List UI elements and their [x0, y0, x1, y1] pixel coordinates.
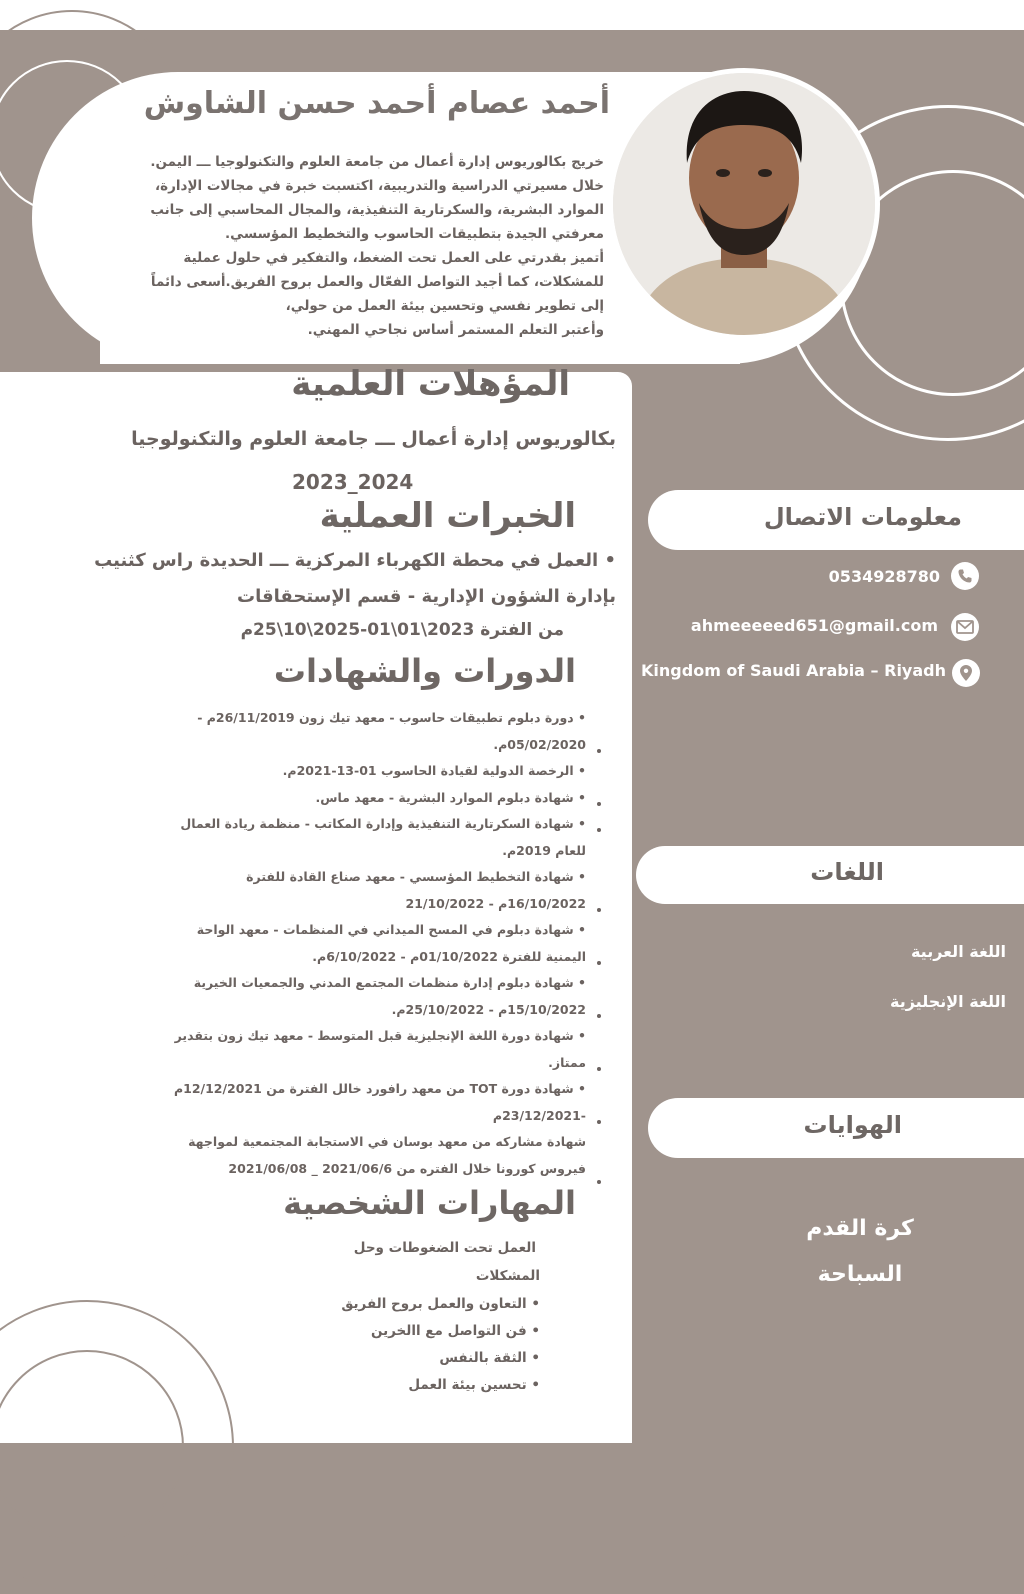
person-avatar-icon — [613, 73, 875, 335]
experience-title: الخبرات العملية — [319, 496, 576, 536]
contact-email[interactable]: ahmeeeeed651@gmail.com — [690, 616, 938, 635]
contact-phone[interactable]: 0534928780 — [828, 567, 940, 586]
bio-line: للمشكلات، كما أجيد التواصل الفعّال والعمل بروح الفريق.أسعى دائماً — [150, 274, 604, 290]
experience-line-2: بإدارة الشؤون الإدارية - قسم الإستحقاقات — [237, 586, 616, 607]
qualifications-years: 2023_2024 — [292, 470, 414, 494]
bio-line: وأعتبر التعلم المستمر أساس نجاحي المهني. — [307, 322, 604, 338]
course-line: اليمنية للفترة 01/10/2022م - 6/10/2022م. — [312, 949, 586, 964]
profile-name: أحمد عصام أحمد حسن الشاوش — [143, 86, 610, 121]
contact-location: Kingdom of Saudi Arabia – Riyadh — [641, 661, 946, 680]
course-line: • شهادة دبلوم في المسح الميداني في المنظمات - معهد الواحة — [196, 922, 586, 937]
course-line: • شهادة دورة اللغة الإنجليزية قبل المتوسط - معهد تيك زون بتقدير — [174, 1028, 586, 1043]
profile-photo — [608, 68, 880, 340]
course-line: فيروس كورونا خلال الفتره من 2021/06/6 _ 2021/06/08 — [228, 1161, 586, 1176]
course-line: 15/10/2022م - 25/10/2022م. — [391, 1002, 586, 1017]
phone-icon — [951, 562, 979, 590]
language-item: اللغة العربية — [910, 942, 1006, 961]
course-line: -23/12/2021م — [492, 1108, 586, 1123]
profile-bio — [80, 150, 604, 342]
course-line: للعام 2019م. — [502, 843, 586, 858]
qualifications-title: المؤهلات العلمية — [291, 364, 570, 404]
bullet-dot — [597, 802, 601, 806]
course-line: 05/02/2020م. — [493, 737, 586, 752]
bullet-dot — [597, 749, 601, 753]
course-line: • دورة دبلوم تطبيقات حاسوب - معهد تيك زون 26/11/2019م - — [197, 710, 586, 725]
skills-title: المهارات الشخصية — [283, 1184, 576, 1222]
course-line: ممتاز. — [548, 1055, 586, 1070]
contact-title: معلومات الاتصال — [763, 503, 962, 531]
skill-item: • فن التواصل مع االخرين — [370, 1323, 540, 1339]
course-line: 16/10/2022م - 21/10/2022 — [405, 896, 586, 911]
experience-line-3: من الفترة 2023\01\01-2025\10\25م — [240, 620, 564, 640]
experience-line-1: • العمل في محطة الكهرباء المركزية ـــ الحديدة راس كثنيب — [94, 550, 616, 571]
top-strip — [0, 0, 1024, 30]
skill-item: المشكلات — [475, 1268, 540, 1284]
course-line: • الرخصة الدولية لقيادة الحاسوب 01-13-2021م. — [282, 763, 586, 778]
bio-line: خلال مسيرتي الدراسية والتدريبية، اكتسبت خبرة في مجالات الإدارة، — [155, 178, 604, 194]
bio-line: أتميز بقدرتي على العمل تحت الضغط، والتفكير في حلول عملية — [183, 250, 604, 266]
bio-line: الموارد البشرية، والسكرتارية التنفيذية، والمجال المحاسبي إلى جانب — [150, 202, 604, 218]
bio-line: إلى تطوير نفسي وتحسين بيئة العمل من حولي، — [285, 298, 604, 314]
skill-item: العمل تحت الضغوطات وحل — [353, 1240, 536, 1256]
course-line: • شهادة السكرتارية التنفيذية وإدارة المكاتب - منظمة ريادة العمال — [180, 816, 586, 831]
skill-item: • التعاون والعمل بروح الفريق — [341, 1296, 540, 1312]
hobby-item: كرة القدم — [806, 1216, 914, 1241]
courses-title: الدورات والشهادات — [273, 652, 576, 690]
skill-item: • تحسين بيئة العمل — [408, 1377, 540, 1393]
bio-line: معرفتي الجيدة بتطبيقات الحاسوب والتخطيط المؤسسي. — [225, 226, 604, 242]
course-line: • شهادة دبلوم الموارد البشرية - معهد ماس. — [315, 790, 586, 805]
bullet-dot — [597, 908, 601, 912]
course-line: • شهادة التخطيط المؤسسي - معهد صناع القادة للفترة — [246, 869, 586, 884]
bullet-dot — [597, 1067, 601, 1071]
hobby-item: السباحة — [817, 1262, 903, 1287]
skill-item: • الثقة بالنفس — [439, 1350, 540, 1366]
languages-title: اللغات — [810, 858, 884, 886]
course-line: • شهادة دبلوم إدارة منظمات المجتمع المدني والجمعيات الخيرية — [193, 975, 586, 990]
qualifications-degree: بكالوريوس إدارة أعمال ـــ جامعة العلوم والتكنولوجيا — [131, 428, 616, 450]
location-pin-icon — [952, 659, 980, 687]
bullet-dot — [597, 1180, 601, 1184]
envelope-icon — [951, 613, 979, 641]
bullet-dot — [597, 1014, 601, 1018]
course-line: • شهادة دورة TOT من معهد رافورد خالل الفترة من 12/12/2021م — [173, 1081, 586, 1096]
course-line: شهادة مشاركه من معهد بوسان في الاستجابة المجتمعية لمواجهة — [188, 1134, 586, 1149]
bullet-dot — [597, 961, 601, 965]
bullet-dot — [597, 828, 601, 832]
hobbies-title: الهوايات — [803, 1111, 902, 1139]
language-item: اللغة الإنجليزية — [890, 992, 1006, 1011]
bullet-dot — [597, 1120, 601, 1124]
bio-line: خريج بكالوريوس إدارة أعمال من جامعة العلوم والتكنولوجيا ـــ اليمن. — [150, 154, 604, 170]
